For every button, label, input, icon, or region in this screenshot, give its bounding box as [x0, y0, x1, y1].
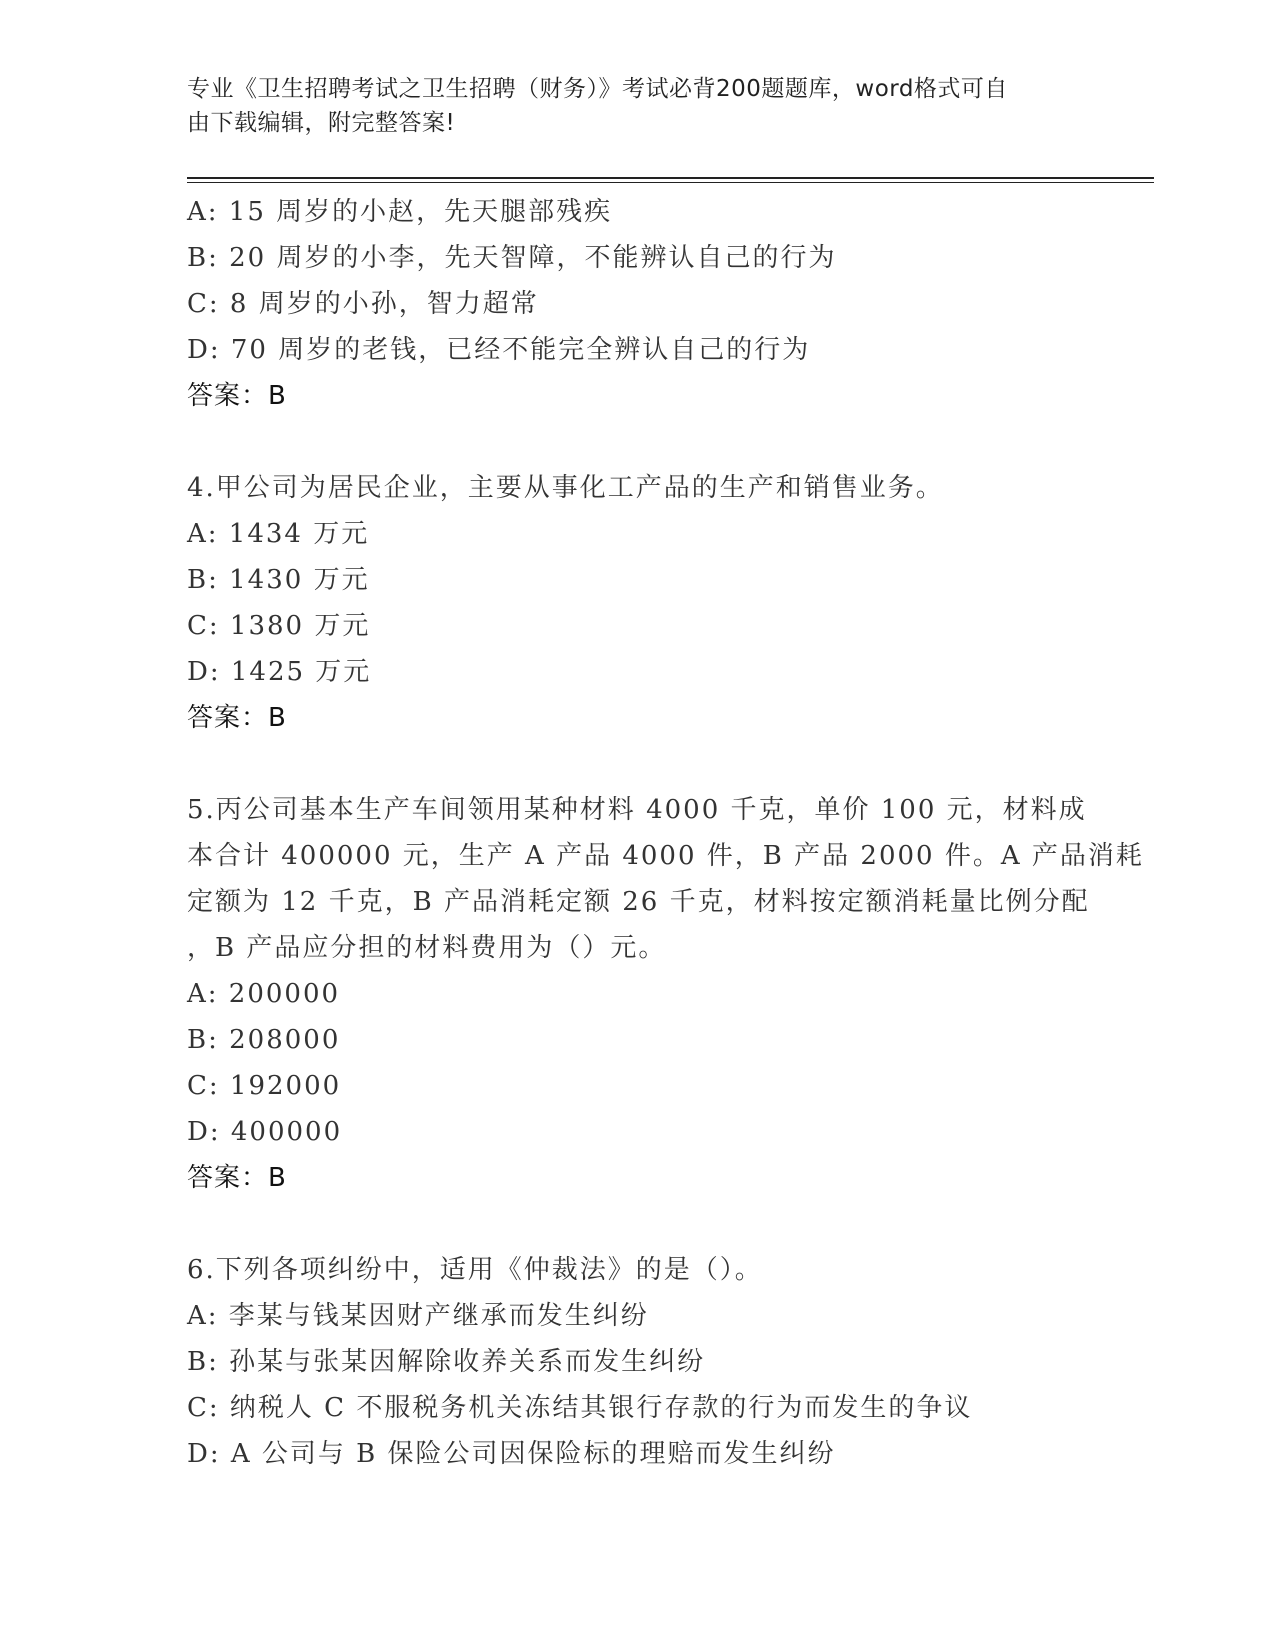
header-divider-thin	[187, 182, 1154, 183]
question-text-line-4: ，B 产品应分担的材料费用为（）元。	[187, 933, 667, 963]
question-text-line-2: 本合计 400000 元，生产 A 产品 4000 件，B 产品 2000 件。A 产品消耗	[187, 841, 1144, 871]
option-b: B: 208000	[187, 1025, 341, 1055]
answer-label: 答案：B	[187, 703, 287, 733]
option-b: B: 20 周岁的小李，先天智障，不能辨认自己的行为	[187, 243, 837, 273]
spacer	[187, 1201, 1087, 1247]
spacer	[187, 419, 1087, 465]
option-a: A: 1434 万元	[187, 519, 370, 549]
question-text: 6.下列各项纠纷中，适用《仲裁法》的是（）。	[187, 1255, 763, 1285]
spacer	[187, 741, 1087, 787]
document-body	[187, 189, 1144, 1477]
question-text: 4.甲公司为居民企业，主要从事化工产品的生产和销售业务。	[187, 473, 944, 503]
answer-label: 答案：B	[187, 1163, 287, 1193]
question-4	[187, 465, 1087, 741]
option-d: D: 70 周岁的老钱，已经不能完全辨认自己的行为	[187, 335, 811, 365]
header-line-2: 由下载编辑，附完整答案!	[187, 110, 456, 136]
question-text-line-3: 定额为 12 千克，B 产品消耗定额 26 千克，材料按定额消耗量比例分配	[187, 887, 1090, 917]
option-a: A: 200000	[187, 979, 341, 1009]
option-c: C: 8 周岁的小孙，智力超常	[187, 289, 539, 319]
question-text-line-1: 5.丙公司基本生产车间领用某种材料 4000 千克，单价 100 元，材料成	[187, 795, 1087, 825]
answer-label: 答案：B	[187, 381, 287, 411]
header-line-1: 专业《卫生招聘考试之卫生招聘（财务）》考试必背200题题库，word格式可自	[187, 76, 1008, 102]
document-header	[187, 72, 1067, 140]
option-d: D: A 公司与 B 保险公司因保险标的理赔而发生纠纷	[187, 1439, 836, 1469]
option-a: A: 李某与钱某因财产继承而发生纠纷	[187, 1301, 649, 1331]
question-3	[187, 189, 1087, 419]
option-b: B: 1430 万元	[187, 565, 370, 595]
option-a: A: 15 周岁的小赵，先天腿部残疾	[187, 197, 613, 227]
option-c: C: 纳税人 C 不服税务机关冻结其银行存款的行为而发生的争议	[187, 1393, 973, 1423]
question-6	[187, 1247, 1087, 1477]
option-b: B: 孙某与张某因解除收养关系而发生纠纷	[187, 1347, 706, 1377]
option-d: D: 1425 万元	[187, 657, 372, 687]
option-c: C: 1380 万元	[187, 611, 371, 641]
option-c: C: 192000	[187, 1071, 342, 1101]
question-5	[187, 787, 1144, 1201]
option-d: D: 400000	[187, 1117, 343, 1147]
header-divider-thick	[187, 177, 1154, 179]
